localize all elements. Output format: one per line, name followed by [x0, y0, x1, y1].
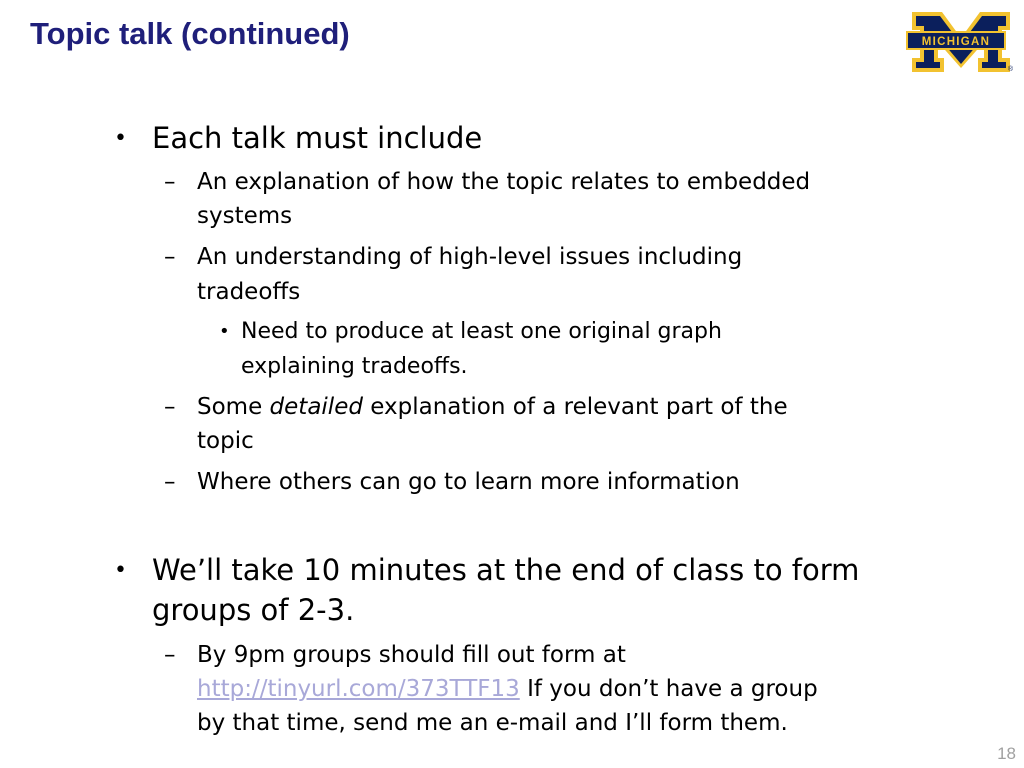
- subitem-by-9pm-cont2: [197, 712, 788, 735]
- bullet-form-groups-cont: [152, 593, 355, 627]
- subsubitem-graph-cont: [241, 356, 468, 378]
- subitem-text: explanation of a relevant part of the: [362, 394, 788, 420]
- subitem-text: systems: [197, 203, 293, 229]
- bullet-form-groups: [114, 553, 860, 587]
- tinyurl-link[interactable]: http://tinyurl.com/373TTF13: [197, 676, 520, 702]
- subitem-explanation: [164, 169, 811, 195]
- subitem-detailed-cont: [197, 430, 254, 453]
- subitem-text: An understanding of high-level issues including: [197, 244, 743, 270]
- bullet-text: We’ll take 10 minutes at the end of class to form: [152, 553, 860, 587]
- subitem-explanation-cont: [197, 205, 292, 228]
- bullet-marker: •: [114, 558, 127, 583]
- subsubitem-graph: [219, 319, 722, 344]
- dash-marker: –: [164, 169, 176, 195]
- bullet-text: Each talk must include: [152, 121, 483, 155]
- dash-marker: –: [164, 642, 176, 668]
- subitem-understanding: [164, 244, 743, 270]
- subitem-text: Where others can go to learn more information: [197, 469, 740, 495]
- subsubitem-text: explaining tradeoffs.: [241, 354, 468, 379]
- subitem-text: tradeoffs: [197, 279, 301, 305]
- subitem-text: By 9pm groups should fill out form at: [197, 642, 626, 668]
- subitem-text: topic: [197, 428, 254, 454]
- subitem-text: Some: [197, 394, 270, 420]
- subitem-text: If you don’t have a group: [519, 676, 818, 702]
- slide-title: Topic talk (continued): [30, 16, 350, 51]
- bullet-marker: •: [114, 126, 127, 151]
- subitem-by-9pm: [164, 642, 626, 668]
- registered-mark: ®: [1007, 66, 1013, 73]
- subitem-text: by that time, send me an e-mail and I’ll form them.: [197, 710, 788, 736]
- subitem-by-9pm-cont: [197, 678, 818, 701]
- emphasis-detailed: detailed: [269, 394, 363, 420]
- bullet-each-talk: [114, 121, 483, 155]
- subsubitem-text: Need to produce at least one original graph: [241, 319, 722, 344]
- subitem-text: An explanation of how the topic relates to embedded: [197, 169, 811, 195]
- dash-marker: –: [164, 469, 176, 495]
- sub-bullet-marker: •: [219, 321, 230, 342]
- bullet-text: groups of 2-3.: [152, 593, 355, 627]
- subitem-where-others: [164, 469, 740, 495]
- subitem-detailed: [164, 394, 788, 420]
- dash-marker: –: [164, 244, 176, 270]
- dash-marker: –: [164, 394, 176, 420]
- subitem-understanding-cont: [197, 281, 300, 304]
- logo-text: MICHIGAN: [921, 36, 991, 48]
- page-number: 18: [997, 744, 1016, 763]
